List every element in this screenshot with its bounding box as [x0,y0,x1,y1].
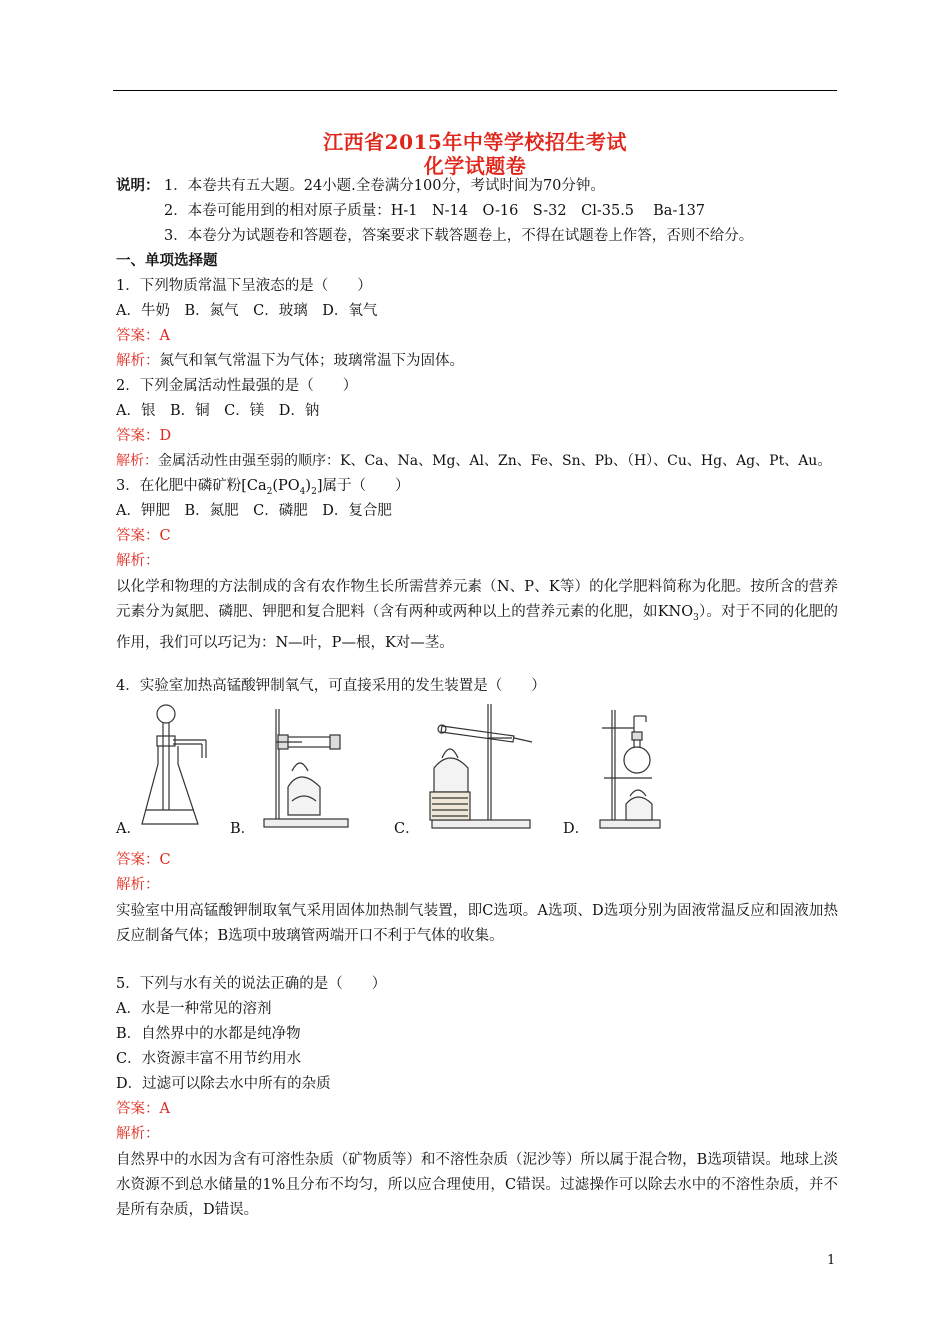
figure-label-d: D． [563,821,590,837]
answer-value: C [159,852,171,868]
analysis-label: 解析： [116,353,160,369]
instruction-item: 1．本卷共有五大题。24小题.全卷满分100分，考试时间为70分钟。 [164,178,605,194]
analysis-label: 解析： [116,453,158,469]
answer-value: A [159,328,170,344]
page-number: 1 [827,1253,836,1268]
analysis-label: 解析： [116,553,160,569]
instruction-item: 3．本卷分为试题卷和答题卷，答案要求下载答题卷上，不得在试题卷上作答，否则不给分。 [164,228,754,244]
instruction-item: 2．本卷可能用到的相对原子质量：H-1 N-14 O-16 S-32 Cl-35.5 Ba-137 [164,203,706,219]
analysis-text: 以化学和物理的方法制成的含有农作物生长所需营养元素（N、P、K等）的化学肥料简称为化肥。按所含的营养元素分为氮肥、磷肥、钾肥和复合肥料（含有两种或两种以上的营养元素的化肥，如$KNO_3$）。对于不同的化肥的作用，我们可以巧记为：N—叶，P—根，K对—茎。 [116,579,838,651]
apparatus-b-open-tube [262,705,352,830]
analysis-line [116,451,831,471]
question-stem: 5．下列与水有关的说法正确的是（ ） [116,976,387,992]
answer-label: 答案： [116,328,160,344]
answer-line [116,426,171,446]
answer-label: 答案： [116,852,160,868]
instructions-label: 说明： [116,177,160,194]
answer-line [116,526,171,546]
section-title: 一、单项选择题 [116,252,218,269]
exam-title: 江西省2015年中等学校招生考试 [323,130,627,154]
analysis-text: 氮气和氧气常温下为气体；玻璃常温下为固体。 [159,353,464,369]
question-stem: 3．在化肥中磷矿粉$[Ca_2(PO_4)_2]$属于（ ） [116,478,410,497]
question-options: A．牛奶 B．氮气 C．玻璃 D．氧气 [116,303,378,319]
answer-line [116,850,171,870]
apparatus-d-flask-heating [598,708,668,830]
answer-line [116,1099,170,1119]
analysis-text: 自然界中的水因为含有可溶性杂质（矿物质等）和不溶性杂质（泥沙等）所以属于混合物，B选项错误。地球上淡水资源不到总水储量的1%且分布不均匀，所以应合理使用，C错误。过滤操作可以除去水中的不溶性杂质，并不是所有杂质，D错误。 [116,1152,838,1218]
analysis-label: 解析： [116,877,160,893]
question-stem: 2．下列金属活动性最强的是（ ） [116,378,358,394]
question-option: A．水是一种常见的溶剂 [116,1001,272,1017]
apparatus-c-test-tube-heating [428,702,538,830]
question-options: A．银 B．铜 C．镁 D．钠 [116,403,320,419]
apparatus-a-flask [140,702,216,830]
answer-label: 答案： [116,428,160,444]
figure-label-c: C． [394,821,420,837]
question-stem: 1．下列物质常温下呈液态的是（ ） [116,278,372,294]
analysis-text: 金属活动性由强至弱的顺序：K、Ca、Na、Mg、Al、Zn、Fe、Sn、Pb、（H）、Cu、Hg、Ag、Pt、Au。 [158,453,832,469]
answer-label: 答案： [116,1101,160,1117]
answer-value: C [159,528,171,544]
exam-subtitle: 化学试题卷 [423,154,527,178]
answer-label: 答案： [116,528,160,544]
answer-line [116,326,170,346]
question-option: D．过滤可以除去水中所有的杂质 [116,1076,331,1092]
analysis-text: 实验室中用高锰酸钾制取氧气采用固体加热制气装置，即C选项。A选项、D选项分别为固液常温反应和固液加热反应制备气体；B选项中玻璃管两端开口不利于气体的收集。 [116,903,838,944]
figure-label-a: A． [116,821,141,837]
analysis-label: 解析： [116,1126,160,1142]
answer-value: A [159,1101,170,1117]
question-options: A．钾肥 B．氮肥 C．磷肥 D．复合肥 [116,503,392,519]
figure-label-b: B． [230,821,256,837]
header-rule [113,90,837,91]
question-stem: 4．实验室加热高锰酸钾制氧气，可直接采用的发生装置是（ ） [116,678,546,694]
question-option: B．自然界中的水都是纯净物 [116,1026,301,1042]
analysis-line [116,351,464,371]
answer-value: D [159,428,172,444]
question-option: C．水资源丰富不用节约用水 [116,1051,302,1067]
